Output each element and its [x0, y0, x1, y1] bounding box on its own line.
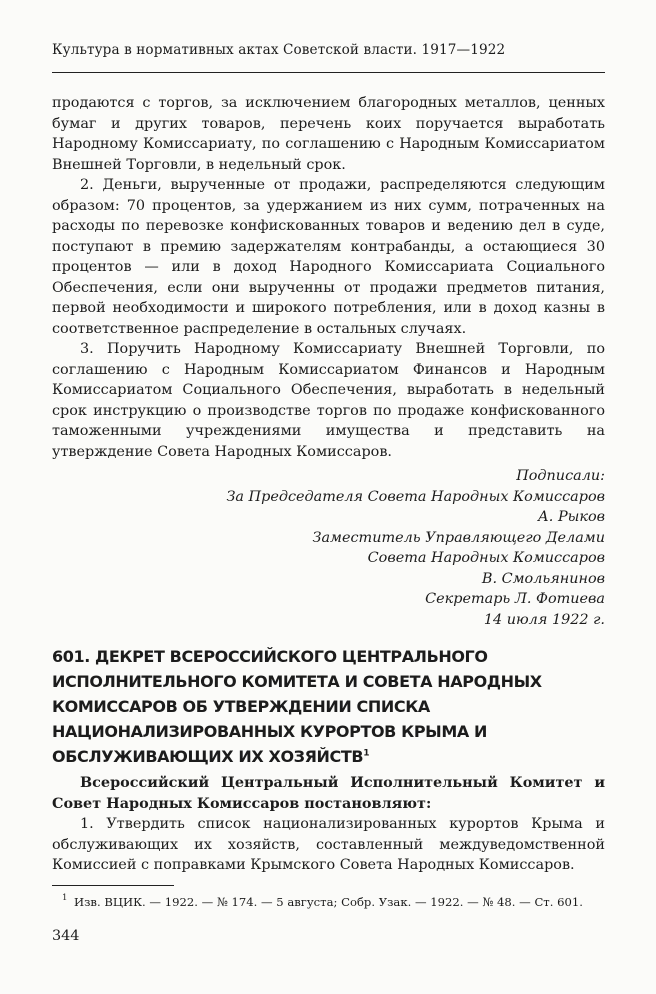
signature-line: За Председателя Совета Народных Комиссаров [226, 488, 605, 505]
signed-label: Подписали: [516, 468, 605, 484]
paragraph-continuation: продаются с торгов, за исключением благородных металлов, ценных бумаг и других товаров, перечень коих поручается выработать Народному Комиссариату, по соглашению с Народным Комиссариатом Внешней Торговли, в недельный срок. [52, 95, 605, 173]
header-rule [52, 72, 605, 73]
footnote-mark: 1 [62, 893, 68, 903]
page-number: 344 [52, 928, 80, 944]
signature-name: А. Рыков [537, 509, 605, 525]
decree-title [52, 644, 605, 769]
running-head: Культура в нормативных актах Советской власти. 1917—1922 [52, 42, 506, 58]
signature-name: В. Смольянинов [481, 570, 605, 587]
paragraph-item-3: 3. Поручить Народному Комиссариату Внешней Торговли, по соглашению с Народным Комиссариатом Финансов и Народным Комиссариатом Социального Обеспечения, выработать в недельный срок инструкцию о производстве торгов по продаже конфискованного таможенными учреждениями имущества и представить на утверждение Совета Народных Комиссаров. [52, 341, 605, 460]
decree-paragraph-1: 1. Утвердить список национализированных курортов Крыма и обслуживающих их хозяйств, составленный междуведомственной Комиссией с поправками Крымского Совета Народных Комиссаров. [52, 816, 605, 873]
signature-line: Заместитель Управляющего Делами [312, 529, 605, 546]
decree-lead: Всероссийский Центральный Исполнительный Комитет и Совет Народных Комиссаров постановляют: [52, 774, 605, 812]
page-body [52, 93, 605, 876]
paragraph-item-2: 2. Деньги, вырученные от продажи, распределяются следующим образом: 70 процентов, за удержанием из них сумм, потраченных на расходы по перевозке конфискованных товаров и ведению дел в суде, поступают в премию задержателям контрабанды, а остающиеся 30 процентов — или в доход Народного Комиссариата Социального Обеспечения, если они вырученны от продажи предметов питания, первой необходимости и широкого потребления, или в доход казны в соответственное распределение в остальных случаях. [52, 177, 605, 337]
footnote-ref: 1 [363, 748, 370, 759]
signature-line: Совета Народных Комиссаров [367, 550, 605, 566]
signature-secretary: Секретарь Л. Фотиева [425, 591, 605, 607]
signature-block [52, 466, 605, 630]
signature-date: 14 июля 1922 г. [483, 611, 605, 628]
footnote-rule [52, 885, 174, 886]
footnote [62, 893, 583, 909]
decree-title-text: 601. ДЕКРЕТ ВСЕРОССИЙСКОГО ЦЕНТРАЛЬНОГО ИСПОЛНИТЕЛЬНОГО КОМИТЕТА И СОВЕТА НАРОДНЫХ КОМИССАРОВ ОБ УТВЕРЖДЕНИИ СПИСКА НАЦИОНАЛИЗИРОВАННЫХ КУРОРТОВ КРЫМА И ОБСЛУЖИВАЮЩИХ ИХ ХОЗЯЙСТВ [52, 647, 542, 766]
footnote-text: Изв. ВЦИК. — 1922. — № 174. — 5 августа; Собр. Узак. — 1922. — № 48. — Ст. 601. [74, 895, 583, 909]
